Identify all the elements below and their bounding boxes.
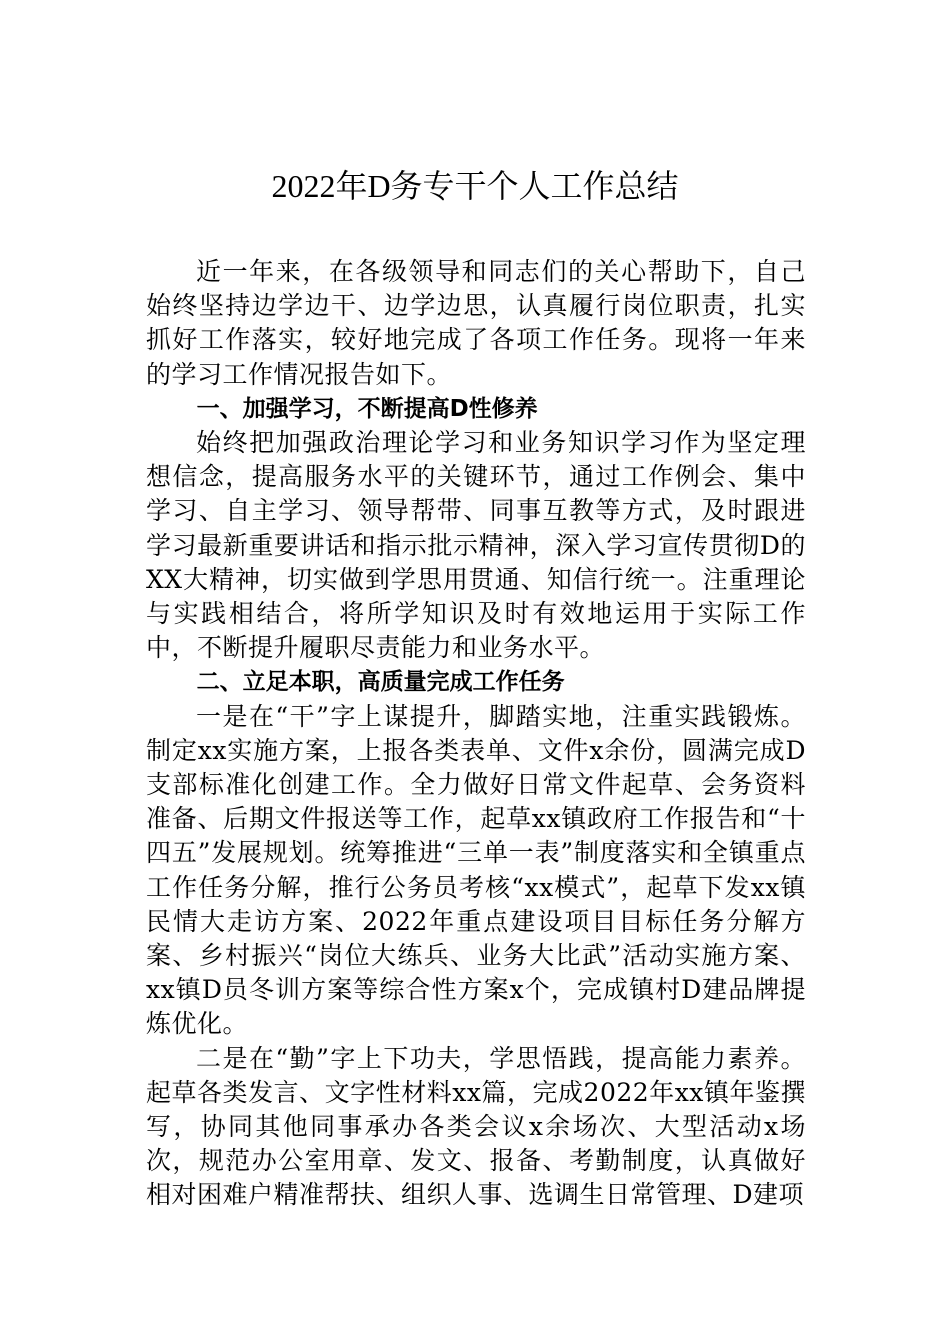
section-2-paragraph-2: 二是在“勤”字上下功夫，学思悟践，提高能力素养。起草各类发言、文字性材料xx篇，完成2022年xx镇年鉴撰写，协同其他同事承办各类会议x余场次、大型活动x场次，规范办公室用章、发文、报备、考勤制度，认真做好相对困难户精准帮扶、组织人事、选调生日常管理、D建项 (146, 1043, 806, 1210)
section-heading-2: 二、立足本职，高质量完成工作任务 (196, 669, 565, 696)
document-title: 2022年D务专干个人工作总结 (271, 168, 679, 204)
section-heading-1: 一、加强学习，不断提高D性修养 (196, 395, 538, 422)
document-body (146, 255, 806, 1213)
intro-paragraph: 近一年来，在各级领导和同志们的关心帮助下，自己始终坚持边学边干、边学边思，认真履行岗位职责，扎实抓好工作落实，较好地完成了各项工作任务。现将一年来的学习工作情况报告如下。 (146, 257, 806, 389)
section-2-paragraph-1: 一是在“干”字上谋提升，脚踏实地，注重实践锻炼。制定xx实施方案，上报各类表单、文件x余份，圆满完成D支部标准化创建工作。全力做好日常文件起草、会务资料准备、后期文件报送等工作，起草xx镇政府工作报告和“十四五”发展规划。统筹推进“三单一表”制度落实和全镇重点工作任务分解，推行公务员考核“xx模式”，起草下发xx镇民情大走访方案、2022年重点建设项目目标任务分解方案、乡村振兴“岗位大练兵、业务大比武”活动实施方案、xx镇D员冬训方案等综合性方案x个，完成镇村D建品牌提炼优化。 (146, 701, 806, 1039)
section-1-paragraph: 始终把加强政治理论学习和业务知识学习作为坚定理想信念，提高服务水平的关键环节，通过工作例会、集中学习、自主学习、领导帮带、同事互教等方式，及时跟进学习最新重要讲话和指示批示精神，深入学习宣传贯彻D的XX大精神，切实做到学思用贯通、知信行统一。注重理论与实践相结合，将所学知识及时有效地运用于实际工作中，不断提升履职尽责能力和业务水平。 (146, 428, 806, 663)
